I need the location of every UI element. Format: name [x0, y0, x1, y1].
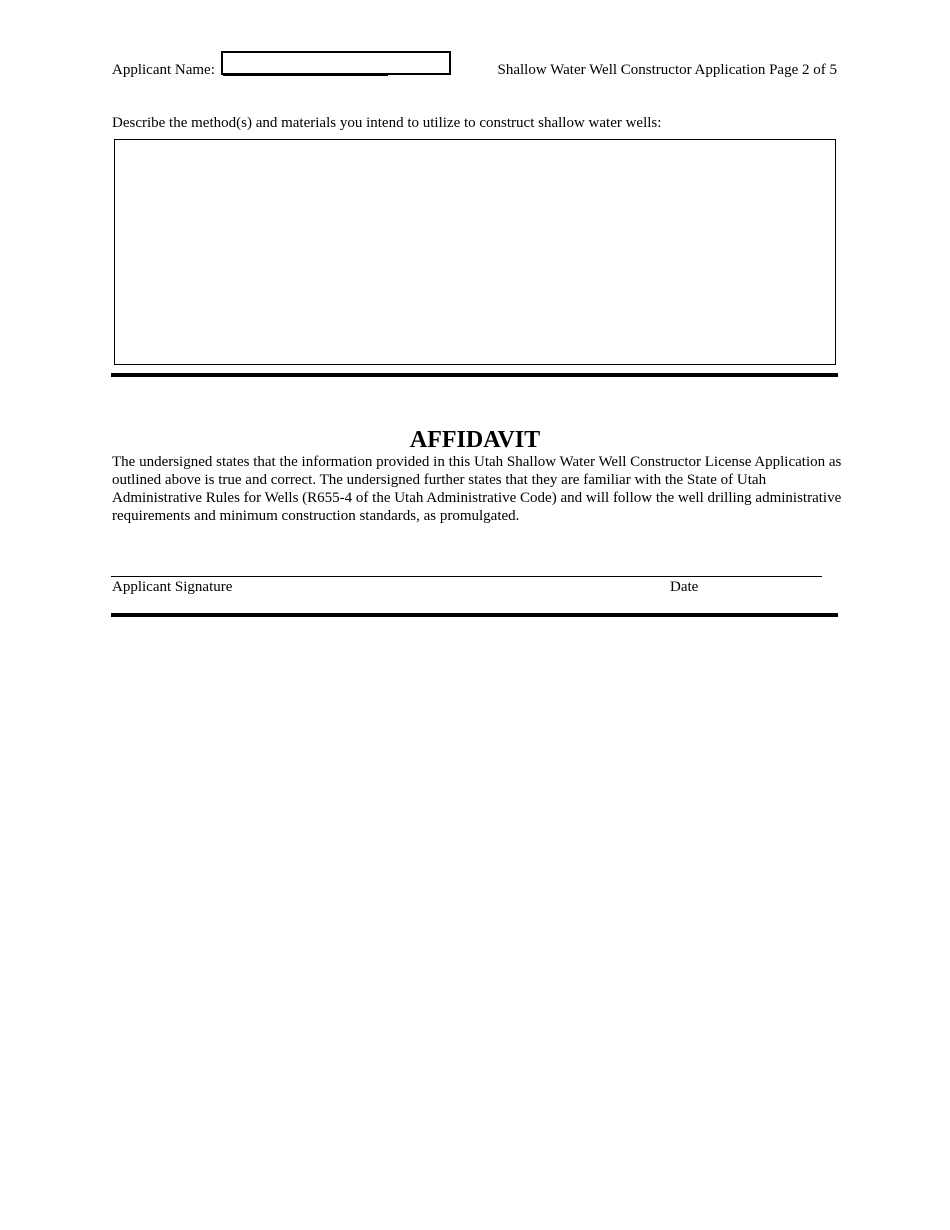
- signature-line: [111, 576, 822, 577]
- date-label: Date: [670, 579, 699, 595]
- applicant-name-underline: [223, 75, 388, 76]
- page-title: Shallow Water Well Constructor Application Page 2 of 5: [497, 62, 837, 78]
- methods-prompt: Describe the method(s) and materials you intend to utilize to construct shallow water wells:: [112, 115, 662, 131]
- methods-materials-textbox[interactable]: [114, 139, 836, 365]
- applicant-signature-label: Applicant Signature: [112, 579, 233, 595]
- affidavit-statement: The undersigned states that the information provided in this Utah Shallow Water Well Constructor License Application as outlined above is true and correct. The undersigned further states that they are familiar with the State of Utah Administrative Rules for Wells (R655-4 of the Utah Administrative Code) and will follow the well drilling administrative requirements and minimum construction standards, as promulgated.: [112, 454, 842, 524]
- affidavit-title: AFFIDAVIT: [409, 427, 541, 453]
- section-divider-bottom: [111, 613, 838, 617]
- applicant-name-label: Applicant Name:: [112, 62, 215, 78]
- section-divider-top: [111, 373, 838, 377]
- applicant-name-field[interactable]: [221, 51, 451, 75]
